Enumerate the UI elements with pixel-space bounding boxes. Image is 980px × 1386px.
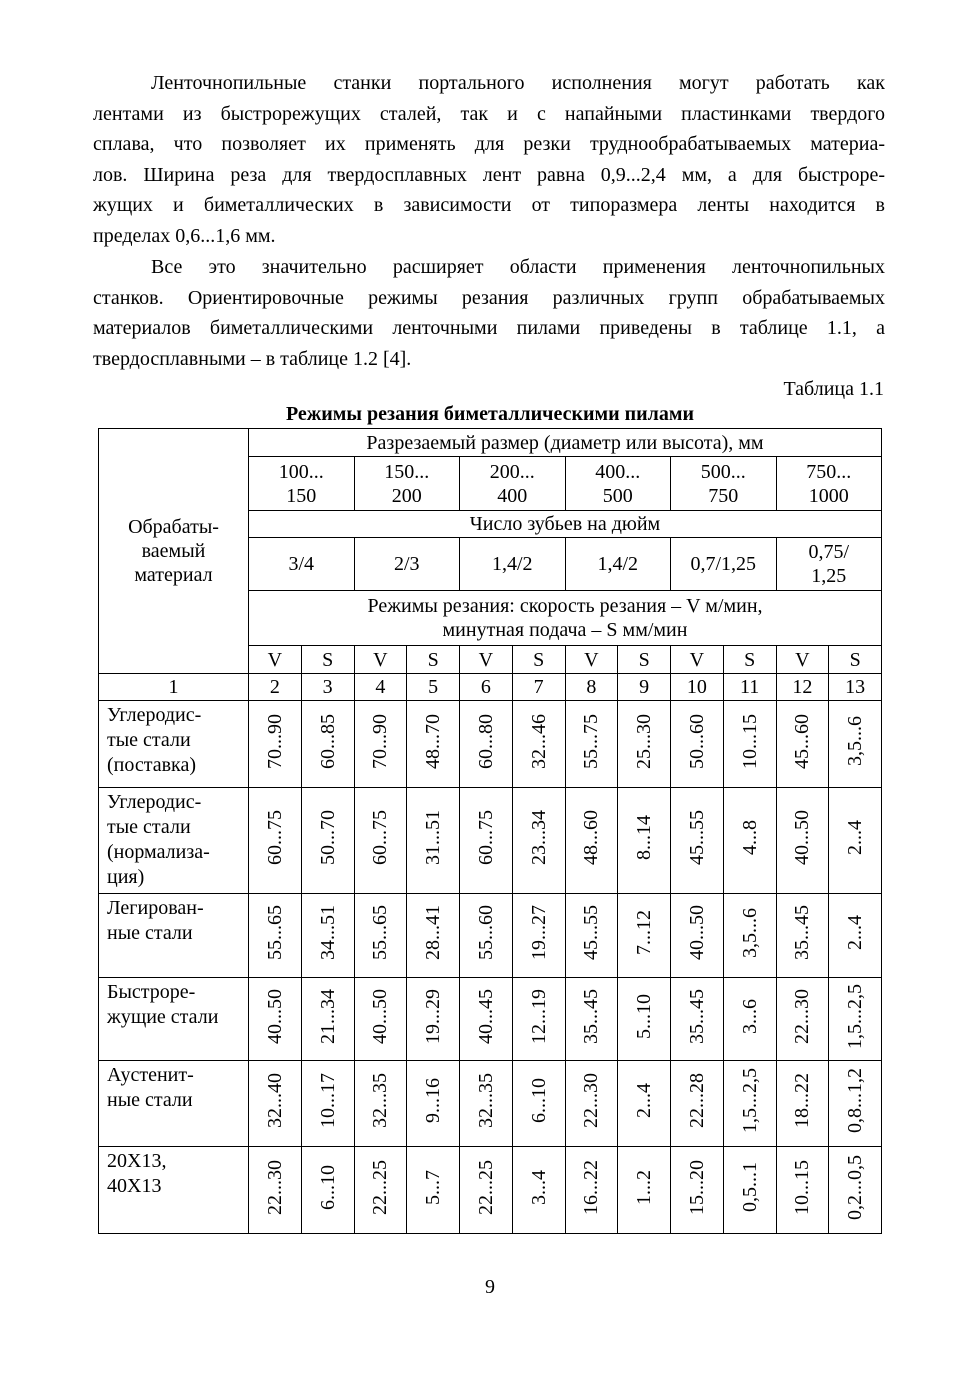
value-text: 55...60 (474, 905, 497, 960)
value-cell (618, 788, 671, 894)
body-text (93, 68, 885, 374)
value-text: 22...30 (791, 988, 814, 1044)
cell-line: 1,4/2 (491, 553, 533, 575)
value-text: 22...30 (580, 1073, 603, 1128)
value-cell (301, 788, 354, 894)
value-text: 6...10 (316, 1164, 339, 1210)
value-text: 2...4 (844, 820, 867, 855)
value-cell (618, 978, 671, 1061)
value-text: 6...10 (527, 1078, 550, 1123)
value-text: 8...14 (633, 815, 656, 860)
value-cell (565, 894, 618, 978)
size-cell (249, 457, 355, 511)
value-cell (407, 1061, 460, 1147)
value-cell (829, 788, 882, 894)
value-text: 45...55 (580, 905, 603, 960)
value-text: 18...22 (791, 1073, 814, 1128)
vs-cell: S (407, 646, 460, 674)
text-line: Все это значительно расширяет области применения ленточнопильных (151, 256, 885, 278)
value-cell (618, 1061, 671, 1147)
value-text: 55...65 (263, 905, 286, 960)
value-text: 32...40 (263, 1073, 286, 1128)
modes-header-line: Режимы резания: скорость резания – V м/мин, (367, 595, 763, 617)
value-cell (512, 1147, 565, 1234)
value-cell (249, 788, 302, 894)
table-number: Таблица 1.1 (783, 378, 884, 400)
text-line: сплава, что позволяет их применять для резки труднообрабатываемых материа- (93, 133, 885, 155)
teet-cell (249, 538, 355, 591)
material-cell (99, 701, 249, 788)
teet-cell (460, 538, 566, 591)
size-cell (671, 457, 777, 511)
size-cell (354, 457, 460, 511)
value-text: 3...4 (527, 1169, 550, 1205)
value-cell (460, 788, 513, 894)
column-number: 13 (829, 674, 882, 701)
material-line: Углеродис- (107, 704, 202, 726)
value-text: 9...16 (422, 1078, 445, 1123)
value-text: 23...34 (527, 810, 550, 865)
value-cell (723, 1147, 776, 1234)
value-cell (249, 1147, 302, 1234)
value-text: 45...55 (685, 810, 708, 865)
value-text: 10...15 (738, 713, 761, 769)
value-text: 40...50 (791, 810, 814, 865)
value-text: 0,2...0,5 (844, 1154, 867, 1220)
material-cell (99, 894, 249, 978)
value-cell (512, 894, 565, 978)
column-number: 10 (671, 674, 724, 701)
value-cell (829, 894, 882, 978)
value-text: 45...60 (791, 713, 814, 769)
value-text: 2...4 (844, 915, 867, 950)
vs-cell: V (249, 646, 302, 674)
material-line: жущие стали (107, 1006, 219, 1028)
value-cell (354, 1147, 407, 1234)
table-row (99, 1061, 882, 1147)
value-text: 5...7 (422, 1169, 445, 1205)
value-cell (671, 701, 724, 788)
value-text: 60...75 (263, 810, 286, 865)
table-row (99, 978, 882, 1061)
value-text: 1,5...2,5 (844, 983, 867, 1049)
value-text: 1,5...2,5 (738, 1068, 761, 1133)
text-line: материалов биметаллическими ленточными пилами приведены в таблице 1.1, а (93, 317, 885, 339)
cell-line: 500... (700, 460, 746, 483)
value-cell (829, 701, 882, 788)
value-cell (460, 701, 513, 788)
value-text: 35...45 (791, 905, 814, 960)
text-line: Ленточнопильные станки портального исполнения могут работать как (151, 72, 885, 94)
value-cell (354, 1061, 407, 1147)
value-cell (407, 1147, 460, 1234)
value-cell (460, 1147, 513, 1234)
value-cell (407, 978, 460, 1061)
vs-cell: V (671, 646, 724, 674)
value-cell (512, 1061, 565, 1147)
material-line: ные стали (107, 1089, 193, 1111)
value-text: 1...2 (633, 1169, 656, 1205)
value-cell (249, 1061, 302, 1147)
material-line: ные стали (107, 922, 193, 944)
material-line: Быстроре- (107, 981, 196, 1003)
cell-line: 500 (602, 484, 633, 507)
value-cell (829, 1147, 882, 1234)
value-text: 3...6 (738, 998, 761, 1034)
material-cell (99, 1147, 249, 1234)
text-line: пределах 0,6...1,6 мм. (93, 224, 276, 247)
value-cell (407, 788, 460, 894)
value-cell (671, 788, 724, 894)
teet-cell (671, 538, 777, 591)
value-cell (301, 978, 354, 1061)
value-cell (354, 894, 407, 978)
value-cell (249, 978, 302, 1061)
text-line: жущих и биметаллических в зависимости от типоразмера ленты находится в (93, 194, 885, 216)
cell-line: 750... (806, 460, 852, 483)
value-cell (618, 1147, 671, 1234)
page-number: 9 (485, 1276, 495, 1298)
size-cell (460, 457, 566, 511)
value-text: 60...75 (474, 810, 497, 865)
column-number: 12 (776, 674, 829, 701)
text-line: станков. Ориентировочные режимы резания различных групп обрабатываемых (93, 286, 885, 309)
cell-line: 1,25 (811, 565, 847, 587)
value-cell (723, 701, 776, 788)
value-text: 0,5...1 (738, 1162, 761, 1212)
value-text: 22...28 (685, 1073, 708, 1128)
value-text: 22...30 (263, 1159, 286, 1215)
value-cell (723, 788, 776, 894)
value-text: 32...35 (369, 1073, 392, 1128)
column-number: 7 (512, 674, 565, 701)
value-text: 70...90 (263, 713, 286, 769)
value-cell (301, 894, 354, 978)
value-text: 0,8...1,2 (844, 1068, 867, 1133)
value-text: 22...25 (369, 1159, 392, 1215)
column-number: 8 (565, 674, 618, 701)
column-number: 5 (407, 674, 460, 701)
text-line: лов. Ширина реза для твердосплавных лент равна 0,9...2,4 мм, а для быстроре- (93, 163, 885, 186)
cell-line: 0,7/1,25 (690, 553, 757, 575)
value-cell (829, 978, 882, 1061)
value-cell (512, 978, 565, 1061)
material-line: тые стали (107, 729, 191, 751)
material-line: Легирован- (107, 897, 204, 919)
teet-cell (354, 538, 460, 591)
value-text: 48...60 (580, 810, 603, 865)
value-text: 60...75 (369, 810, 392, 865)
vs-cell: V (354, 646, 407, 674)
material-line: 20Х13, (107, 1150, 167, 1172)
value-cell (618, 701, 671, 788)
value-cell (407, 701, 460, 788)
value-cell (671, 978, 724, 1061)
cell-line: 400 (497, 484, 528, 507)
modes-header-line: минутная подача – S мм/мин (442, 619, 688, 641)
table-row (99, 701, 882, 788)
value-cell (407, 894, 460, 978)
value-text: 22...25 (474, 1159, 497, 1215)
cell-line: 150 (286, 484, 317, 507)
vs-cell: S (301, 646, 354, 674)
value-text: 35...45 (580, 988, 603, 1044)
value-text: 50...70 (316, 810, 339, 865)
column-number: 6 (460, 674, 513, 701)
value-text: 19...29 (422, 988, 445, 1044)
value-cell (354, 701, 407, 788)
value-text: 48...70 (422, 713, 445, 769)
value-text: 5...10 (633, 993, 656, 1039)
value-text: 10...17 (316, 1073, 339, 1128)
value-text: 16...22 (580, 1159, 603, 1215)
teeth-header: Число зубьев на дюйм (249, 511, 882, 538)
value-text: 32...35 (474, 1073, 497, 1128)
value-cell (565, 1147, 618, 1234)
value-cell (565, 788, 618, 894)
column-number: 4 (354, 674, 407, 701)
value-text: 12...19 (527, 988, 550, 1044)
value-text: 15...20 (685, 1159, 708, 1215)
vs-cell: S (618, 646, 671, 674)
material-cell (99, 978, 249, 1061)
table-row (99, 894, 882, 978)
value-text: 55...75 (580, 713, 603, 769)
value-cell (460, 978, 513, 1061)
value-cell (512, 701, 565, 788)
value-text: 70...90 (369, 713, 392, 769)
value-text: 60...80 (474, 713, 497, 769)
size-cell (776, 457, 882, 511)
value-text: 40...45 (474, 988, 497, 1044)
cell-line: 3/4 (288, 553, 315, 575)
cell-line: 150... (384, 460, 430, 483)
value-cell (249, 701, 302, 788)
text-line: лентами из быстрорежущих сталей, так и с напайными пластинками твердого (93, 102, 885, 125)
value-cell (723, 894, 776, 978)
vs-cell: S (512, 646, 565, 674)
column-number: 9 (618, 674, 671, 701)
value-text: 40...50 (263, 988, 286, 1044)
column-number: 3 (301, 674, 354, 701)
value-text: 32...46 (527, 713, 550, 769)
value-cell (776, 788, 829, 894)
value-text: 3,5...6 (844, 716, 867, 766)
value-cell (723, 978, 776, 1061)
value-cell (512, 788, 565, 894)
value-cell (776, 894, 829, 978)
value-cell (671, 894, 724, 978)
vs-cell: S (829, 646, 882, 674)
material-line: (нормализа- (107, 841, 210, 863)
cell-line: 1,4/2 (597, 553, 639, 575)
value-text: 40...50 (685, 905, 708, 960)
value-text: 4...8 (738, 820, 761, 855)
value-text: 34...51 (316, 905, 339, 960)
value-cell (301, 1147, 354, 1234)
value-cell (565, 701, 618, 788)
material-line: тые стали (107, 816, 191, 838)
value-cell (354, 978, 407, 1061)
value-cell (776, 1147, 829, 1234)
value-text: 40...50 (369, 988, 392, 1044)
value-text: 55...65 (369, 905, 392, 960)
table-title: Режимы резания биметаллическими пилами (285, 403, 695, 425)
value-cell (776, 978, 829, 1061)
material-cell (99, 788, 249, 894)
cell-line: 2/3 (393, 553, 420, 575)
vs-cell: V (460, 646, 513, 674)
cutting-modes-table (98, 428, 882, 1234)
value-text: 28...41 (422, 905, 445, 960)
value-cell (301, 701, 354, 788)
material-line: 40Х13 (107, 1175, 162, 1197)
value-text: 35...45 (685, 988, 708, 1044)
vs-cell: V (776, 646, 829, 674)
material-header: Обрабаты-ваемый материал (99, 429, 249, 674)
value-text: 31...51 (422, 810, 445, 865)
cell-line: 400... (595, 460, 641, 483)
value-text: 2...4 (633, 1083, 656, 1118)
column-number: 11 (723, 674, 776, 701)
vs-cell: V (565, 646, 618, 674)
material-line: (поставка) (107, 754, 196, 776)
modes-header (249, 591, 882, 646)
cell-line: 200 (391, 484, 422, 507)
table-row (99, 788, 882, 894)
value-cell (460, 1061, 513, 1147)
value-text: 25...30 (633, 713, 656, 769)
value-cell (618, 894, 671, 978)
material-cell (99, 1061, 249, 1147)
value-cell (354, 788, 407, 894)
value-cell (723, 1061, 776, 1147)
value-cell (776, 1061, 829, 1147)
value-text: 19...27 (527, 905, 550, 960)
value-cell (671, 1147, 724, 1234)
value-text: 21...34 (316, 988, 339, 1044)
size-header: Разрезаемый размер (диаметр или высота), мм (249, 429, 882, 457)
cell-line: 1000 (808, 484, 849, 507)
value-cell (565, 978, 618, 1061)
column-number: 2 (249, 674, 302, 701)
column-number: 1 (99, 674, 249, 701)
value-text: 10...15 (791, 1159, 814, 1215)
value-cell (249, 894, 302, 978)
value-text: 50...60 (685, 713, 708, 769)
cell-line: 0,75/ (808, 541, 850, 563)
size-cell (565, 457, 671, 511)
value-cell (460, 894, 513, 978)
material-line: ция) (107, 866, 145, 888)
text-line: твердосплавными – в таблице 1.2 [4]. (93, 347, 412, 370)
teet-cell (776, 538, 882, 591)
value-cell (565, 1061, 618, 1147)
value-cell (301, 1061, 354, 1147)
vs-cell: S (723, 646, 776, 674)
value-cell (776, 701, 829, 788)
material-line: Аустенит- (107, 1064, 194, 1086)
value-text: 3,5...6 (738, 907, 761, 958)
material-line: Углеродис- (107, 791, 202, 813)
value-text: 7...12 (633, 910, 656, 955)
value-text: 60...85 (316, 713, 339, 769)
teet-cell (565, 538, 671, 591)
cell-line: 750 (708, 484, 739, 507)
cell-line: 200... (489, 460, 535, 483)
value-cell (671, 1061, 724, 1147)
table-row (99, 1147, 882, 1234)
value-cell (829, 1061, 882, 1147)
cell-line: 100... (278, 460, 324, 483)
